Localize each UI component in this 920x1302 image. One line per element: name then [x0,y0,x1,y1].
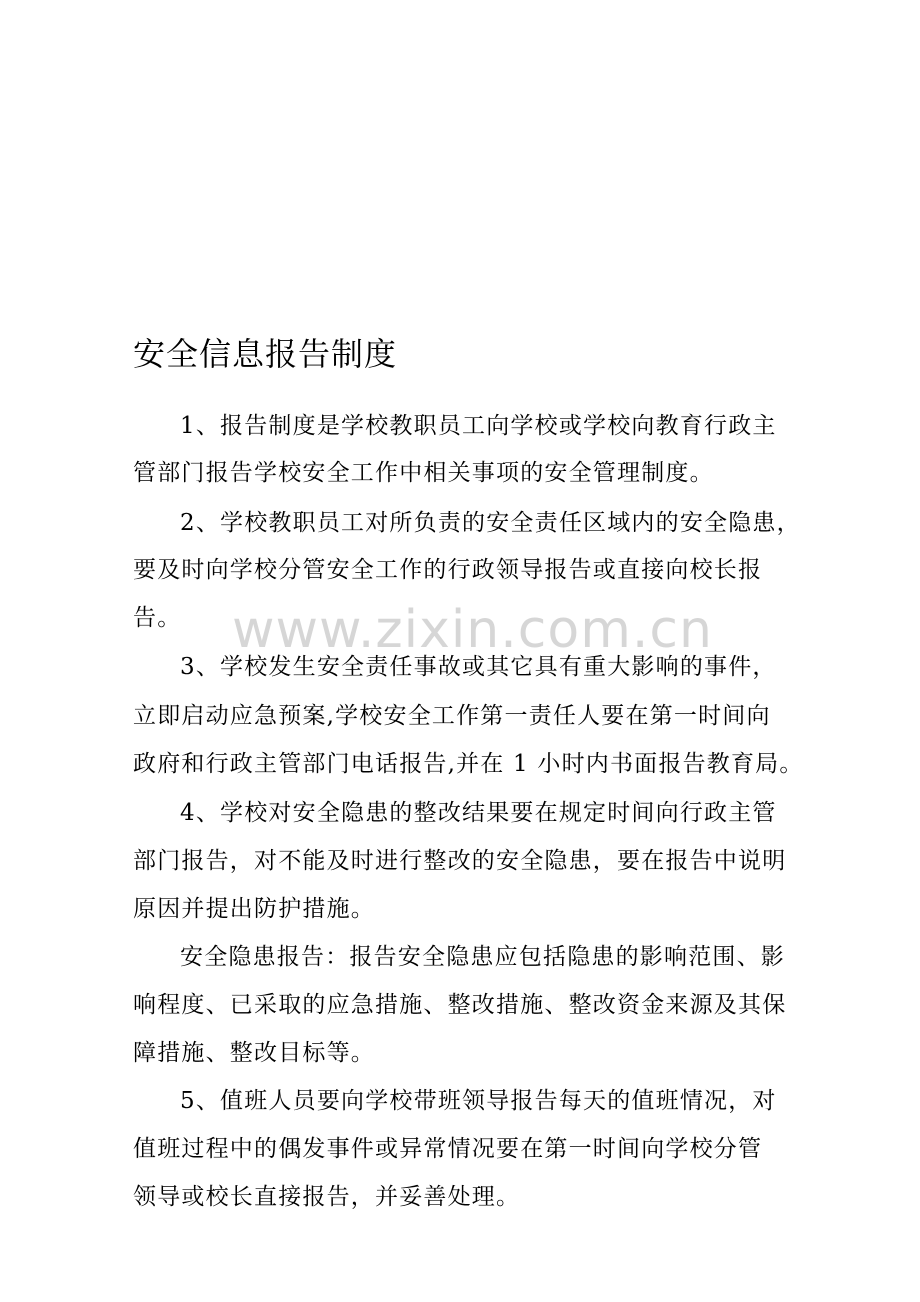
paragraph-3-line-2: 立即启动应急预案,学校安全工作第一责任人要在第一时间向 [133,703,771,729]
paragraph-5-line-1: 安全隐患报告：报告安全隐患应包括隐患的影响范围、影 [180,944,785,970]
paragraph-4-line-2: 部门报告，对不能及时进行整改的安全隐患，要在报告中说明 [133,848,787,874]
paragraph-2-line-1: 2、学校教职员工对所负责的安全责任区域内的安全隐患， [180,510,801,536]
paragraph-2-line-3: 告。 [133,605,182,631]
paragraph-5-line-2: 响程度、已采取的应急措施、整改措施、整改资金来源及其保 [133,992,787,1018]
paragraph-3-line-3: 政府和行政主管部门电话报告,并在 1 小时内书面报告教育局。 [133,751,804,777]
paragraph-1-line-1: 1、报告制度是学校教职员工向学校或学校向教育行政主 [180,413,777,439]
watermark: www.zixin.com.cn [232,600,713,660]
paragraph-6-line-2: 值班过程中的偶发事件或异常情况要在第一时间向学校分管 [133,1136,763,1162]
paragraph-6-line-3: 领导或校长直接报告，并妥善处理。 [133,1184,521,1210]
paragraph-6-line-1: 5、值班人员要向学校带班领导报告每天的值班情况，对 [180,1088,777,1114]
paragraph-1-line-2: 管部门报告学校安全工作中相关事项的安全管理制度。 [133,460,714,486]
paragraph-4-line-1: 4、学校对安全隐患的整改结果要在规定时间向行政主管 [180,800,777,826]
paragraph-5-line-3: 障措施、整改目标等。 [133,1040,375,1066]
paragraph-2-line-2: 要及时向学校分管安全工作的行政领导报告或直接向校长报 [133,557,763,583]
paragraph-3-line-1: 3、学校发生安全责任事故或其它具有重大影响的事件， [180,654,777,680]
document-title: 安全信息报告制度 [133,335,398,373]
paragraph-4-line-3: 原因并提出防护措施。 [133,896,375,922]
